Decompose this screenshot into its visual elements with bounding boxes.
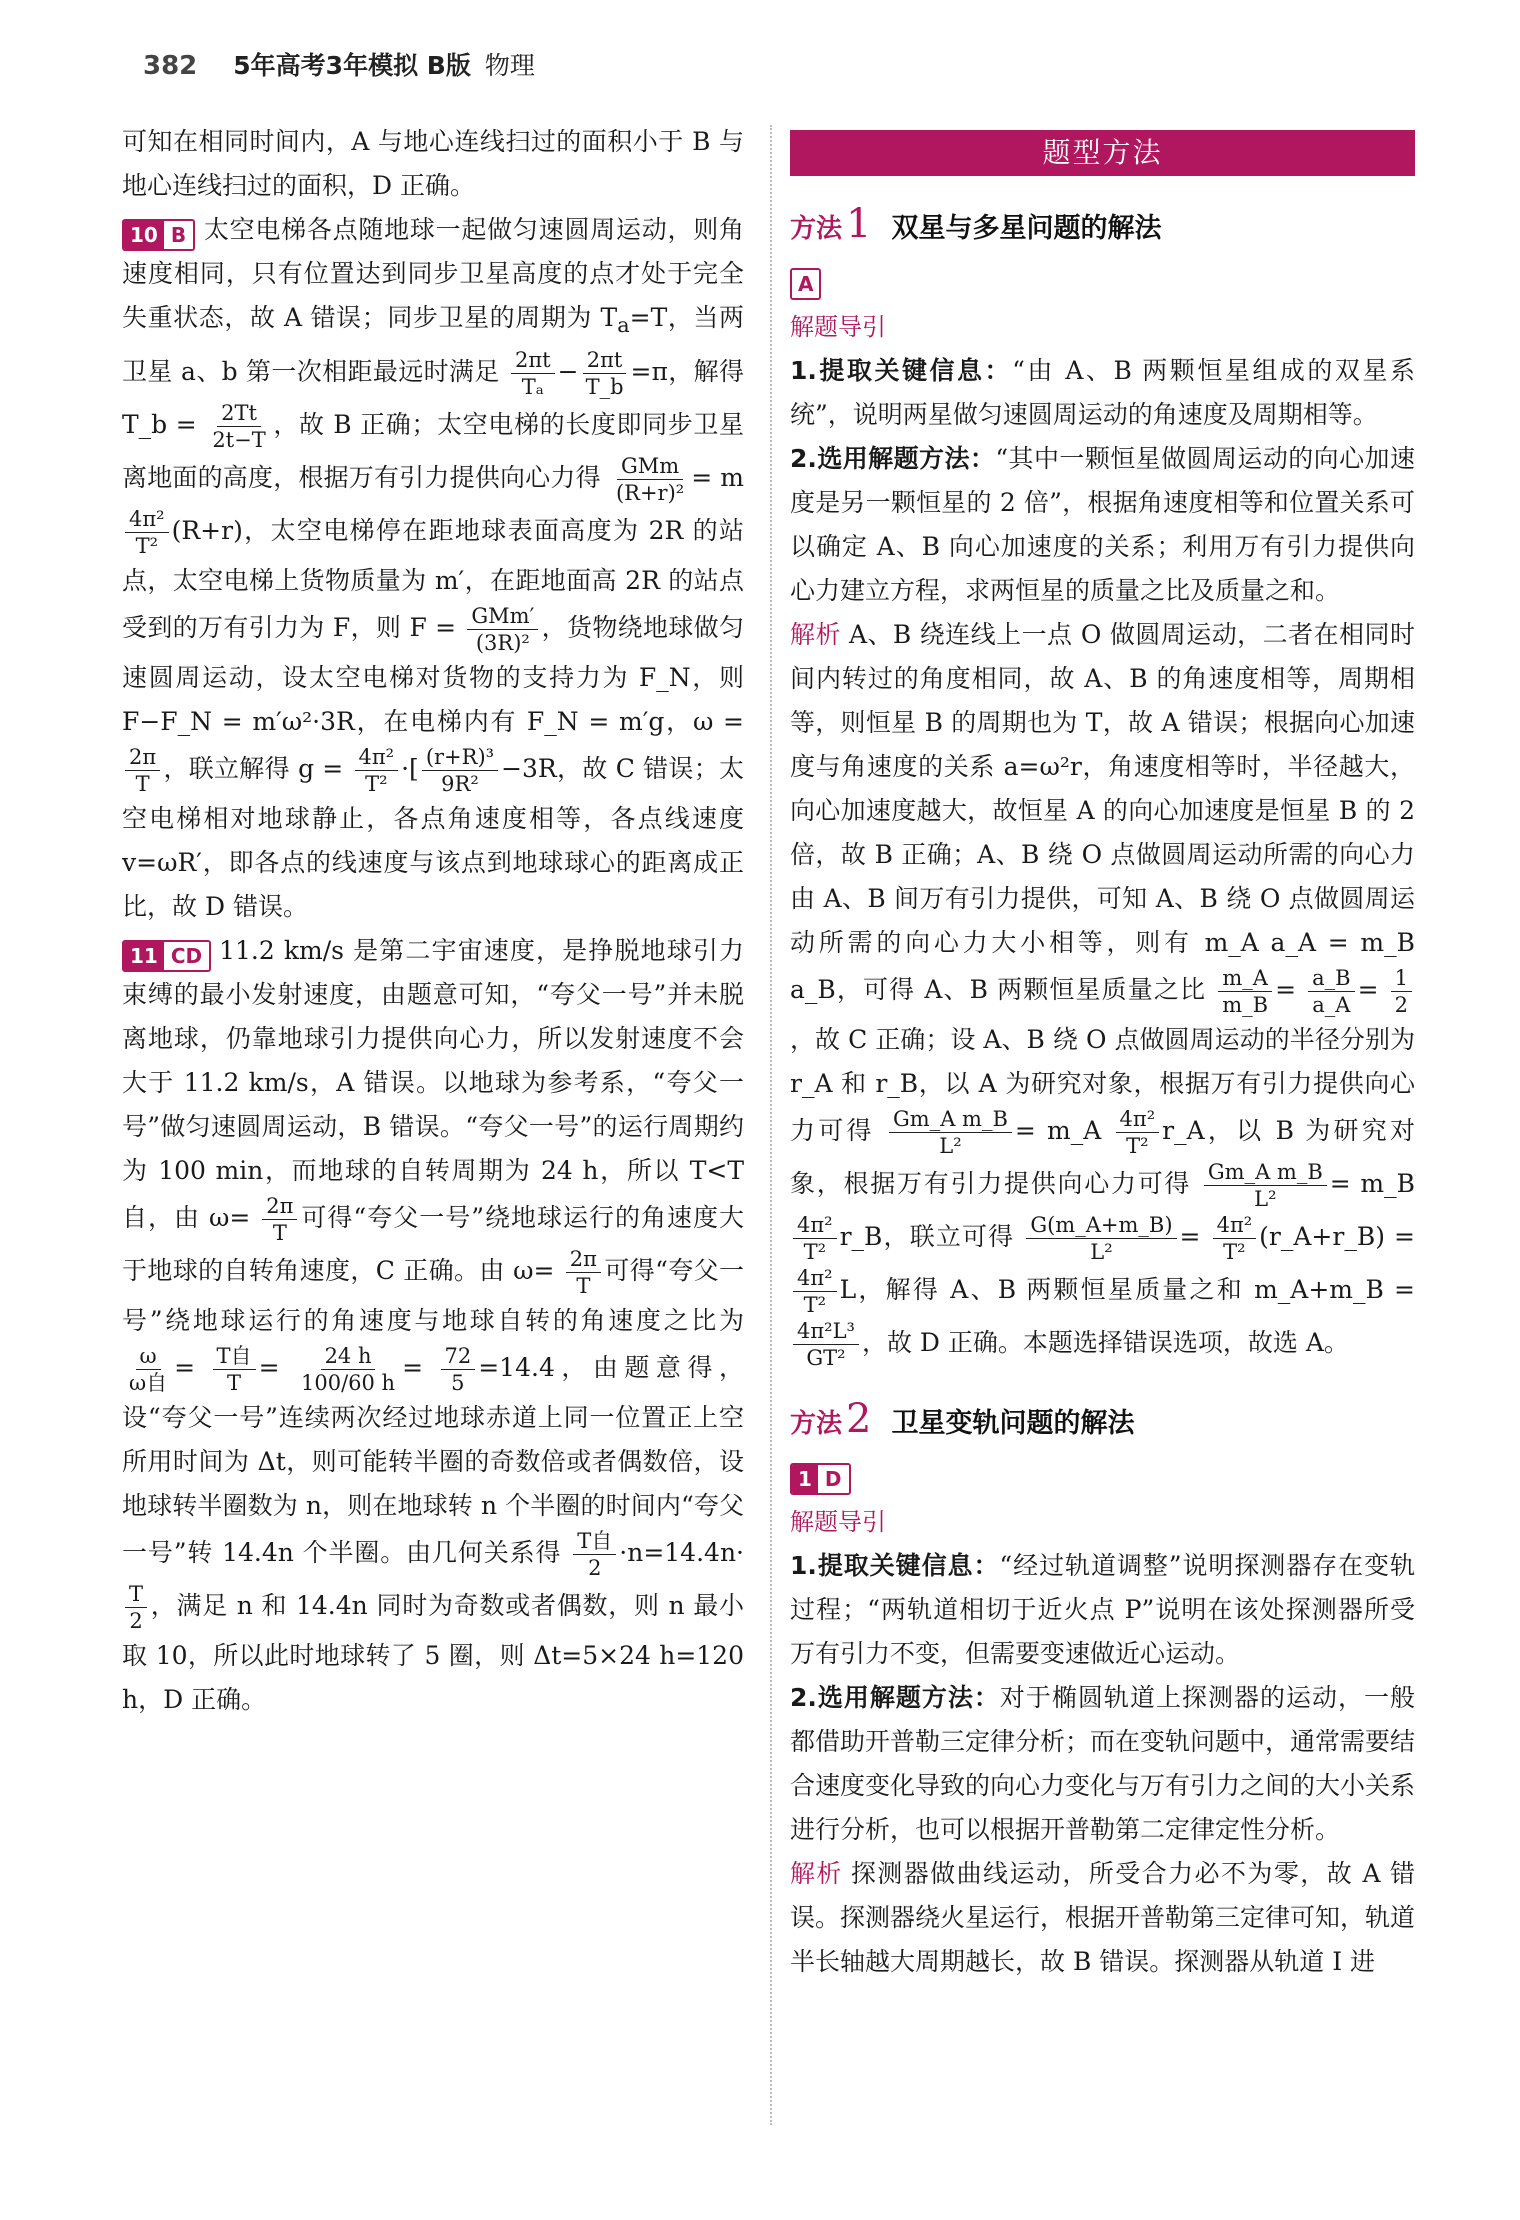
- paragraph-prev-answer: 可知在相同时间内，A 与地心连线扫过的面积小于 B 与地心连线扫过的面积，D 正确。: [122, 127, 744, 200]
- analysis-2: 解析 探测器做曲线运动，所受合力必不为零，故 A 错误。探测器绕火星运行，根据开普勒第三定律可知，轨道半长轴越大周期越长，故 B 错误。探测器从轨道 Ⅰ 进: [790, 1859, 1416, 1976]
- key-info: 1.提取关键信息：“经过轨道调整”说明探测器存在变轨过程；“两轨道相切于近火点 P”说明在该处探测器所受万有引力不变，但需要变速做近心运动。: [790, 1551, 1415, 1668]
- fraction: $\frac{\text{4π²}}{\text{T²}}$: [1116, 1106, 1160, 1159]
- fraction: $\frac{2\pi}{T}$: [262, 1193, 297, 1246]
- fraction: $\frac{\text{GMm′}}{\text{(3R)²}}$: [467, 603, 538, 656]
- answer-tag-m2: 1 D: [790, 1452, 1415, 1496]
- page-number: 382: [143, 51, 198, 81]
- fraction: $\frac{2\pi}{T}$: [125, 744, 160, 797]
- fraction: $\frac{2\pi}{T}$: [566, 1246, 601, 1299]
- analysis-1: 解析 A、B 绕连线上一点 O 做圆周运动，二者在相同时间内转过的角度相同，故 A、B 的角速度相等，周期相等，则恒星 B 的周期也为 T，故 A 错误；根据向心加速度与角速度的关系 a=ω²r，角速度相等时，半径越大，向心加速度越大，故恒星 A 的向心加速度是恒星 B 的 2 倍，故 B 正确；A、B 绕 O 点做圆周运动所需的向心力由 A、B 间万有引力提供，可知 A、B 绕 O 点做圆周运动所需的向心力大小相等，则有 m_A a_A = m_B a_B，可得 A、B 两颗恒星质量之比 $\frac{m\_A}{m\_B}$ = $\frac{a\_B}{a\_A}$ = $\frac{1}{2}$ ，故 C 正确；设 A、B 绕 O 点做圆周运动的半径分别为 r_A 和 r_B，以 A 为研究对象，根据万有引力提供向心力可得 $\frac{\text{Gm\_A m\_B}}{\text{L²}}$ = m_A $\frac{\text{4π²}}{\text{T²}}$ r_A，以 B 为研究对象，根据万有引力提供向心力可得 $\frac{\text{Gm\_A m\_B}}{\text{L²}}$ = m_B $\frac{\text{4π²}}{\text{T²}}$ r_B，联立可得 $\frac{G(m\_A+m\_B)}{\text{L²}}$ = $\frac{\text{4π²}}{\text{T²}}$ (r_A+r_B) = $\frac{\text{4π²}}{\text{T²}}$ L，解得 A、B 两颗恒星质量之和 m_A+m_B = $\frac{\text{4π²L³}}{\text{GT²}}$ ，故 D 正确。本题选择错误选项，故选 A。: [790, 620, 1415, 1370]
- fraction: $\frac{T}{2}$: [125, 1581, 147, 1634]
- answer-tag-m1: A: [790, 257, 1415, 301]
- method-1-heading: 方法 1 双星与多星问题的解法: [790, 202, 1415, 251]
- answer-tag-10: 10 B: [122, 219, 195, 251]
- fraction: $\frac{\text{4π²}}{\text{T²}}$: [1213, 1212, 1257, 1265]
- page-header: [143, 46, 535, 86]
- fraction: $\frac{\text{4π²}}{\text{T²}}$: [125, 506, 169, 559]
- method-2-heading: 方法 2 卫星变轨问题的解法: [790, 1397, 1415, 1446]
- fraction: $\frac{\text{4π²}}{\text{T²}}$: [355, 744, 399, 797]
- fraction: $\frac{2Tt}{2t-T}$: [212, 401, 266, 452]
- fraction: $\frac{24 h}{100/60 h}$: [300, 1344, 396, 1395]
- subject: 物理: [484, 51, 535, 80]
- guide-label: 解题导引: [790, 1508, 886, 1536]
- answer-11: 11 CD 11.2 km/s 是第二宇宙速度，是挣脱地球引力束缚的最小发射速度，由题意可知，“夸父一号”并未脱离地球，仍靠地球引力提供向心力，所以发射速度不会大于 11.2 km/s，A 错误。以地球为参考系，“夸父一号”做匀速圆周运动，B 错误。“夸父一号”的运行周期约为 100 min，而地球的自转周期为 24 h，所以 T<T自，由 ω= $\frac{2\pi}{T}$ 可得“夸父一号”绕地球运行的角速度大于地球的自转角速度，C 正确。由 ω= $\frac{2\pi}{T}$ 可得“夸父一号”绕地球运行的角速度与地球自转的角速度之比为 $\frac{\omega}{\text{ω自}}$ = $\frac{\text{T自}}{T}$ = $\frac{24 h}{100/60 h}$ = $\frac{72}{5}$ =14.4，由题意得，设“夸父一号”连续两次经过地球赤道上同一位置正上空所用时间为 Δt，则可能转半圈的奇数倍或者偶数倍，设地球转半圈数为 n，则在地球转 n 个半圈的时间内“夸父一号”转 14.4n 个半圈。由几何关系得 $\frac{\text{T自}}{2}$ ·n=14.4n· $\frac{T}{2}$ ，满足 n 和 14.4n 同时为奇数或者偶数，则 n 最小取 10，所以此时地球转了 5 圈，则 Δt=5×24 h=120 h，D 正确。: [122, 936, 744, 1714]
- left-column: [122, 120, 744, 1722]
- fraction: $\frac{\text{Gm\_A m\_B}}{\text{L²}}$: [889, 1106, 1012, 1159]
- book-title: 5年高考3年模拟 B版 物理: [233, 51, 535, 80]
- fraction: $\frac{\text{GMm}}{\text{(R+r)²}}$: [615, 454, 685, 505]
- fraction: $\frac{m\_A}{m\_B}$: [1218, 965, 1272, 1018]
- fraction: $\frac{\omega}{\text{ω自}}$: [129, 1344, 168, 1395]
- fraction: $\frac{\text{4π²}}{\text{T²}}$: [793, 1265, 837, 1318]
- right-column: [790, 120, 1415, 1984]
- fraction: $\frac{2\pi t}{\text{Tₐ}}$: [511, 347, 555, 400]
- guide-label: 解题导引: [790, 313, 886, 341]
- column-divider: [770, 125, 772, 2125]
- fraction: $\frac{\text{4π²L³}}{\text{GT²}}$: [793, 1318, 859, 1371]
- fraction: $\frac{\text{Gm\_A m\_B}}{\text{L²}}$: [1204, 1159, 1327, 1212]
- answer-10: 10 B 太空电梯各点随地球一起做匀速圆周运动，则角速度相同，只有位置达到同步卫星高度的点才处于完全失重状态，故 A 错误；同步卫星的周期为 $T_a=T$，当两卫星 a、b 第一次相距最远时满足 $\frac{2\pi t}{\text{Tₐ}}$ − $\frac{2\pi t}{T\_b}$ =π，解得 T_b = $\frac{2Tt}{2t-T}$ ，故 B 正确；太空电梯的长度即同步卫星离地面的高度，根据万有引力提供向心力得 $\frac{\text{GMm}}{\text{(R+r)²}}$ = m $\frac{\text{4π²}}{\text{T²}}$ (R+r)，太空电梯停在距地球表面高度为 2R 的站点，太空电梯上货物质量为 m′，在距地面高 2R 的站点受到的万有引力为 F，则 F = $\frac{\text{GMm′}}{\text{(3R)²}}$ ，货物绕地球做匀速圆周运动，设太空电梯对货物的支持力为 F_N，则 F−F_N = m′ω²·3R，在电梯内有 F_N = m′g，ω = $\frac{2\pi}{T}$ ，联立解得 g = $\frac{\text{4π²}}{\text{T²}}$ ·[ $\frac{\text{(r+R)³}}{\text{9R²}}$ −3R，故 C 错误；太空电梯相对地球静止，各点角速度相等，各点线速度 v=ωR′，即各点的线速度与该点到地球球心的距离成正比，故 D 错误。: [122, 215, 745, 921]
- fraction: $\frac{\text{4π²}}{\text{T²}}$: [793, 1212, 837, 1265]
- method-1-title: 双星与多星问题的解法: [891, 213, 1162, 244]
- answer-tag-11: 11 CD: [122, 940, 211, 972]
- method-choice: 2.选用解题方法：“其中一颗恒星做圆周运动的向心加速度是另一颗恒星的 2 倍”，根据角速度相等和位置关系可以确定 A、B 向心加速度的关系；利用万有引力提供向心力建立方程，求两恒星的质量之比及质量之和。: [790, 444, 1415, 605]
- method-choice: 2.选用解题方法：对于椭圆轨道上探测器的运动，一般都借助开普勒三定律分析；而在变轨问题中，通常需要结合速度变化导致的向心力变化与万有引力之间的大小关系进行分析，也可以根据开普勒第二定律定性分析。: [790, 1683, 1416, 1844]
- fraction: $\frac{2\pi t}{T\_b}$: [582, 347, 628, 400]
- fraction: $\frac{72}{5}$: [441, 1343, 476, 1396]
- fraction: $\frac{G(m\_A+m\_B)}{\text{L²}}$: [1026, 1212, 1176, 1265]
- method-2-title: 卫星变轨问题的解法: [891, 1408, 1135, 1439]
- section-banner: 题型方法: [790, 130, 1415, 176]
- fraction: $\frac{a\_B}{a\_A}$: [1308, 965, 1354, 1018]
- fraction: $\frac{\text{(r+R)³}}{\text{9R²}}$: [422, 744, 498, 797]
- key-info: 1.提取关键信息：“由 A、B 两颗恒星组成的双星系统”，说明两星做匀速圆周运动的角速度及周期相等。: [790, 356, 1415, 429]
- fraction: $\frac{\text{T自}}{2}$: [573, 1528, 616, 1581]
- fraction: $\frac{1}{2}$: [1391, 965, 1412, 1018]
- fraction: $\frac{\text{T自}}{T}$: [213, 1343, 256, 1396]
